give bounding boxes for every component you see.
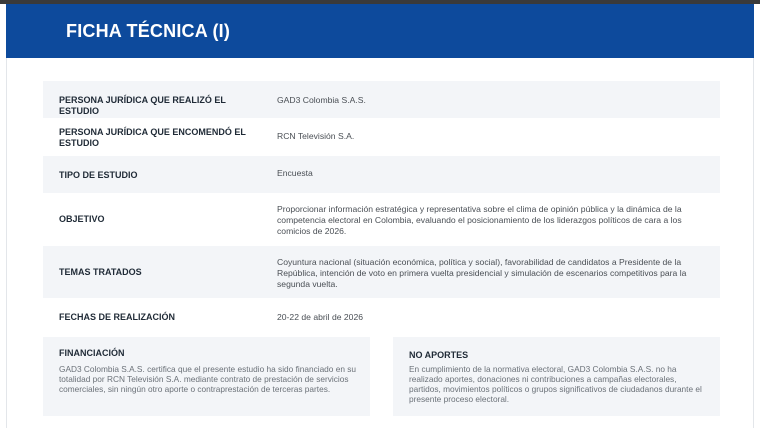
financiacion-title: FINANCIACIÓN [59,348,125,358]
table-row-objetivo [43,193,720,246]
no-aportes-title: NO APORTES [409,350,469,360]
table-row-tipo [43,156,720,193]
row-value: Proporcionar información estratégica y representativa sobre el clima de opinión pública y la dinámica de la competencia electoral en Colombia, evaluando el posicionamiento de los liderazgos políticos de cara a los comicios de 2026. [277,204,682,236]
no-aportes-text: En cumplimiento de la normativa electoral, GAD3 Colombia S.A.S. no ha realizado aportes, donaciones ni contribuciones a campañas electorales, partidos, movimientos políticos o grupos significativos de ciudadanos durante el presente proceso electoral. [409,364,702,404]
row-label: OBJETIVO [59,214,105,224]
row-value: Coyuntura nacional (situación económica, política y social), favorabilidad de candidatos a Presidente de la República, intención de voto en primera vuelta presidencial y simulación de escenarios competitivos para la segunda vuelta. [277,257,687,289]
financiacion-box [43,337,370,416]
table-row-realizo [43,81,720,118]
row-label: PERSONA JURÍDICA QUE ENCOMENDÓ EL ESTUDIO [59,127,246,148]
row-value: Encuesta [277,168,313,178]
no-aportes-box [393,337,720,416]
page-title: FICHA TÉCNICA (I) [66,21,231,41]
row-value: 20-22 de abril de 2026 [277,312,364,322]
row-label: PERSONA JURÍDICA QUE REALIZÓ EL ESTUDIO [59,95,226,116]
row-value: GAD3 Colombia S.A.S. [277,95,366,105]
financiacion-text: GAD3 Colombia S.A.S. certifica que el presente estudio ha sido financiado en su totalidad por RCN Televisión S.A. mediante contrato de prestación de servicios comerciales, sin ningún otro aporte o contraprestación de terceras partes. [59,364,357,394]
header-banner [6,4,754,58]
table-row-fechas [43,298,720,335]
row-value: RCN Televisión S.A. [277,131,355,141]
row-label: TEMAS TRATADOS [59,267,142,277]
row-label: FECHAS DE REALIZACIÓN [59,312,176,322]
row-label: TIPO DE ESTUDIO [59,170,138,180]
table-row-temas [43,246,720,298]
table-row-encomendo [43,118,720,156]
